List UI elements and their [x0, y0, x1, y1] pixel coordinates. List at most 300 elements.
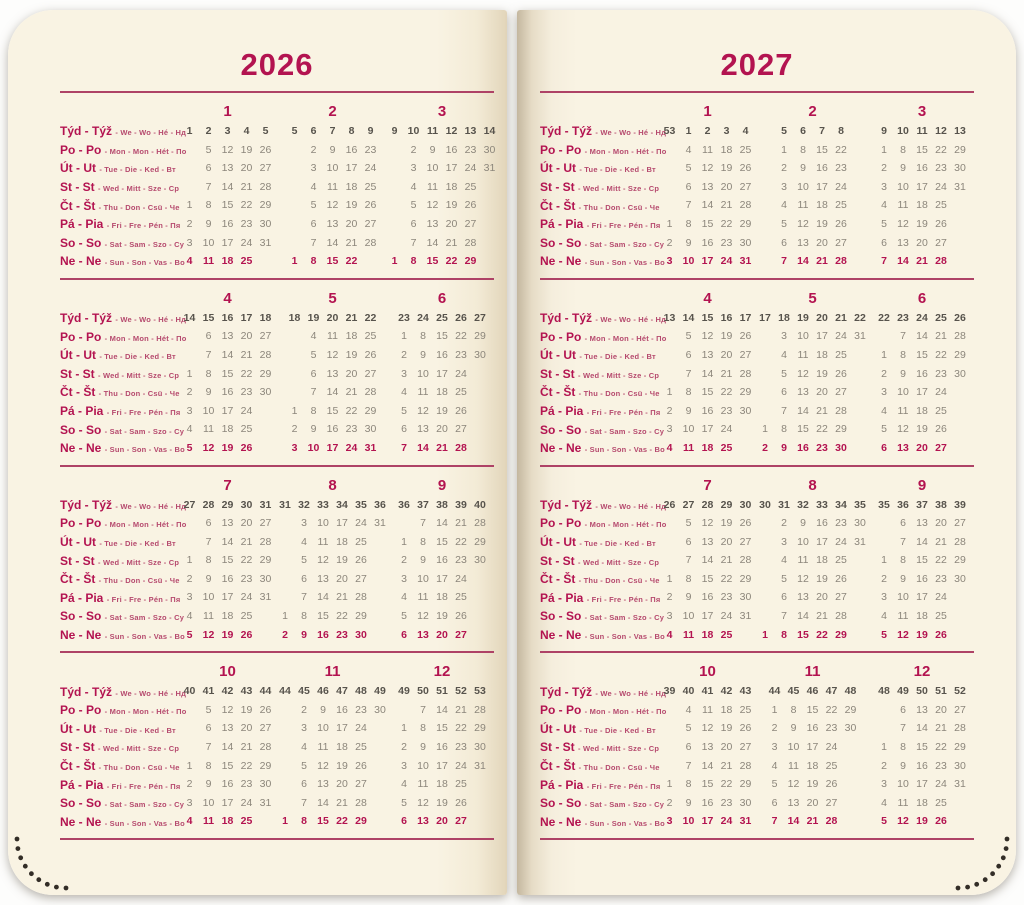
- date-cell: 6: [685, 741, 692, 754]
- month-zone: [180, 101, 275, 122]
- date-cell: 12: [787, 778, 800, 791]
- date-cell: [851, 607, 870, 626]
- date-cell: 24: [835, 535, 847, 548]
- month-zone: [390, 551, 494, 570]
- date-cell: 5: [781, 572, 787, 585]
- date-cell: 8: [205, 554, 212, 567]
- date-cell: 26: [739, 722, 752, 735]
- date-cell: 2: [186, 386, 193, 399]
- week-number: 38: [436, 498, 448, 511]
- month-grid-row: [775, 252, 851, 271]
- date-cell: [180, 514, 199, 533]
- date-cell: 24: [935, 591, 947, 604]
- month-grid-row: [660, 701, 755, 720]
- month-zone: [660, 122, 755, 141]
- date-cell-sunday: 10: [682, 815, 695, 828]
- date-cell: 11: [417, 386, 429, 399]
- quarter-block: [60, 467, 494, 654]
- date-cell: 8: [900, 348, 906, 361]
- day-label-main: Út - Ut: [540, 348, 580, 363]
- week-number: 36: [398, 498, 410, 511]
- date-cell: 27: [954, 517, 966, 530]
- month-grid-row: [875, 551, 970, 570]
- day-label-main: So - So: [60, 796, 105, 811]
- date-cell: 5: [685, 517, 692, 530]
- week-number: 24: [916, 311, 928, 324]
- date-cell-sunday: 26: [240, 628, 253, 641]
- day-row: [60, 626, 494, 645]
- date-cell: 13: [797, 591, 809, 604]
- date-cell: [951, 383, 970, 402]
- date-cell: 25: [364, 330, 377, 343]
- date-cell: [471, 794, 490, 813]
- date-cell: 15: [436, 535, 448, 548]
- date-cell: 28: [474, 517, 486, 530]
- month-grid-row: [180, 178, 275, 197]
- date-cell: 14: [326, 386, 339, 399]
- month-number: 6: [437, 289, 447, 307]
- date-cell-sunday: 22: [445, 255, 458, 268]
- month-zone: [390, 252, 494, 271]
- date-cell: 3: [881, 386, 887, 399]
- date-cell: 26: [455, 610, 467, 623]
- month-zone: [285, 365, 380, 384]
- date-cell-sunday: 14: [897, 255, 909, 268]
- date-cell-sunday: 14: [797, 255, 809, 268]
- month-zone: [870, 682, 974, 701]
- date-cell-sunday: 7: [781, 255, 787, 268]
- date-cell: 20: [720, 741, 733, 754]
- month-zone: [765, 738, 860, 757]
- week-number: 14: [183, 311, 196, 324]
- date-cell: 28: [464, 236, 477, 249]
- date-cell-sunday: 28: [935, 255, 947, 268]
- month-data-row: [660, 402, 974, 421]
- day-label-translations: - Thu - Don - Csü - Че: [98, 762, 180, 772]
- week-number: 36: [374, 498, 386, 511]
- week-number: 35: [878, 498, 890, 511]
- month-grid-row: [660, 252, 755, 271]
- date-cell: [756, 365, 775, 384]
- date-cell: [276, 794, 295, 813]
- date-cell-sunday: 25: [240, 255, 253, 268]
- date-cell: [660, 196, 679, 215]
- month-zone: [870, 701, 974, 720]
- date-cell: 18: [336, 535, 348, 548]
- week-number: 26: [455, 311, 467, 324]
- week-number: 13: [954, 125, 966, 137]
- date-cell: 8: [790, 703, 797, 716]
- month-zone: [390, 738, 494, 757]
- date-cell-sunday: 30: [355, 628, 367, 641]
- date-cell: 10: [202, 796, 215, 809]
- date-cell: [471, 588, 490, 607]
- date-cell-sunday: 15: [426, 255, 439, 268]
- date-cell: 1: [186, 367, 193, 380]
- week-number: 21: [835, 311, 847, 324]
- month-zone: [390, 701, 494, 720]
- day-row: [540, 588, 974, 607]
- date-cell: 17: [816, 535, 828, 548]
- date-cell: 25: [455, 591, 467, 604]
- date-cell: [371, 757, 390, 776]
- date-cell: 20: [436, 423, 448, 436]
- month-zone: [660, 757, 755, 776]
- date-cell: 1: [666, 572, 673, 585]
- date-cell: 27: [825, 796, 838, 809]
- page-right-content: [540, 10, 974, 840]
- month-zone: [765, 178, 860, 197]
- day-label-translations: - Thu - Don - Csü - Че: [578, 762, 660, 772]
- date-cell: 9: [420, 554, 426, 567]
- date-cell: 18: [436, 386, 448, 399]
- date-cell: [471, 383, 490, 402]
- date-cell-sunday: 5: [186, 628, 193, 641]
- month-grid-row: [875, 420, 970, 439]
- date-cell: 6: [205, 722, 212, 735]
- month-zone: [660, 159, 755, 178]
- date-cell: [276, 719, 295, 738]
- date-cell: 28: [739, 554, 752, 567]
- month-grid-row: [875, 607, 970, 626]
- quarters-left: [60, 93, 494, 840]
- month-zone: [660, 475, 755, 496]
- date-cell-sunday: 6: [401, 628, 407, 641]
- date-cell: 22: [240, 759, 253, 772]
- date-cell: 6: [771, 796, 778, 809]
- date-cell: 21: [816, 610, 828, 623]
- date-cell: 9: [800, 517, 806, 530]
- date-cell: 7: [781, 610, 787, 623]
- day-row-label: [60, 553, 180, 569]
- date-cell-sunday: 1: [762, 628, 768, 641]
- date-cell: 14: [426, 236, 439, 249]
- week-number: 37: [417, 498, 429, 511]
- date-cell: 27: [835, 386, 847, 399]
- month-number: 3: [437, 103, 447, 120]
- month-zone: [765, 159, 860, 178]
- date-cell: 3: [771, 741, 778, 754]
- month-zone: [285, 738, 380, 757]
- month-zone: [390, 570, 494, 589]
- date-cell: 27: [835, 591, 847, 604]
- month-grid-row: [285, 141, 380, 160]
- month-zone: [660, 309, 755, 328]
- date-cell: 26: [259, 143, 272, 156]
- date-cell: [285, 196, 304, 215]
- date-cell: 7: [900, 722, 906, 735]
- month-grid-row: [276, 514, 390, 533]
- week-number: 32: [797, 498, 809, 511]
- day-label-translations: - Sat - Sam - Szo - Су: [584, 239, 665, 249]
- date-cell: 18: [436, 591, 448, 604]
- date-cell: [285, 327, 304, 346]
- date-cell-sunday: 2: [282, 628, 288, 641]
- month-data-row: [180, 402, 494, 421]
- month-zone: [660, 533, 755, 552]
- date-cell-sunday: [951, 252, 970, 271]
- date-cell: 29: [954, 143, 966, 156]
- month-grid-row: [875, 701, 970, 720]
- month-zone: [390, 327, 494, 346]
- week-row-label: [60, 123, 187, 139]
- month-grid-row: [395, 402, 490, 421]
- day-row: [540, 327, 974, 346]
- date-cell: [285, 234, 304, 253]
- month-grid-row: [180, 215, 275, 234]
- month-zone: [390, 682, 494, 701]
- month-zone: [285, 101, 380, 122]
- day-row: [60, 514, 494, 533]
- date-cell: 14: [317, 591, 329, 604]
- day-row: [60, 252, 494, 271]
- month-grid-row: [180, 252, 275, 271]
- date-cell: [660, 533, 679, 552]
- day-label-main: Čt - Št: [60, 385, 99, 400]
- month-grid-row: [756, 309, 870, 328]
- date-cell: 3: [666, 423, 673, 436]
- date-cell: 2: [666, 591, 673, 604]
- date-cell: 4: [881, 796, 887, 809]
- date-cell-sunday: 15: [317, 815, 329, 828]
- date-cell: 20: [336, 778, 348, 791]
- week-number: 45: [298, 685, 310, 698]
- date-cell-sunday: 29: [835, 628, 847, 641]
- date-cell: 12: [797, 572, 809, 585]
- date-cell: 31: [954, 180, 966, 193]
- date-cell: 15: [221, 554, 234, 567]
- date-cell: 18: [916, 610, 928, 623]
- day-label-translations: - Thu - Don - Csü - Че: [578, 389, 660, 399]
- month-grid-row: [285, 420, 380, 439]
- week-number: 40: [682, 685, 695, 698]
- month-zone: [765, 551, 860, 570]
- month-data-row: [180, 346, 494, 365]
- month-grid-row: [756, 588, 870, 607]
- month-grid-row: [775, 122, 851, 141]
- date-cell: [471, 775, 490, 794]
- week-number: 25: [436, 311, 448, 324]
- week-number: 10: [407, 125, 420, 137]
- month-data-row: [660, 757, 974, 776]
- date-cell-sunday: [256, 812, 275, 831]
- date-cell-sunday: [471, 812, 490, 831]
- month-grid-row: [660, 719, 755, 738]
- date-cell: 5: [205, 703, 212, 716]
- month-grid-row: [875, 122, 970, 141]
- date-cell-sunday: 7: [401, 441, 407, 454]
- date-cell-sunday: 9: [781, 441, 787, 454]
- date-cell: 16: [221, 386, 234, 399]
- date-cell: 2: [781, 517, 787, 530]
- date-cell: 23: [355, 703, 367, 716]
- date-cell: 1: [401, 722, 407, 735]
- date-cell-sunday: 22: [816, 628, 828, 641]
- date-cell: [951, 607, 970, 626]
- date-cell: 13: [317, 778, 329, 791]
- day-label-translations: - Mon - Mon - Hét - По: [584, 520, 667, 530]
- date-cell: 4: [186, 610, 193, 623]
- month-data-row: [180, 383, 494, 402]
- date-cell: 18: [916, 199, 928, 212]
- date-cell: 4: [771, 759, 778, 772]
- day-row-label: [540, 216, 660, 232]
- date-cell: [385, 215, 404, 234]
- year-header-left: [60, 10, 494, 91]
- month-zone: [870, 252, 974, 271]
- date-cell: 5: [310, 348, 317, 361]
- date-cell: 29: [954, 554, 966, 567]
- week-number: 27: [682, 498, 695, 511]
- date-cell: 15: [701, 572, 714, 585]
- month-zone: [285, 402, 380, 421]
- day-row: [540, 701, 974, 720]
- date-cell: [276, 533, 295, 552]
- day-row: [540, 439, 974, 458]
- date-cell: 30: [474, 348, 486, 361]
- day-row: [60, 365, 494, 384]
- month-grid-row: [285, 122, 380, 141]
- month-data-row: [660, 365, 974, 384]
- month-zone: [762, 420, 860, 439]
- date-cell: 30: [739, 591, 752, 604]
- week-number: 31: [279, 498, 291, 511]
- day-label-main: Týd - Týž: [60, 311, 116, 326]
- date-cell: 1: [282, 610, 288, 623]
- month-zone: [870, 288, 974, 309]
- month-zone: [390, 588, 494, 607]
- week-number: 35: [854, 498, 866, 511]
- month-grid-row: [660, 551, 755, 570]
- day-row-label: [540, 758, 660, 774]
- day-label-main: Ne - Ne: [60, 814, 105, 829]
- date-cell: 12: [797, 217, 809, 230]
- date-cell: 18: [345, 330, 358, 343]
- date-cell: 19: [720, 722, 733, 735]
- date-cell: 4: [781, 554, 787, 567]
- date-cell: [371, 607, 390, 626]
- date-cell: 17: [916, 386, 928, 399]
- date-cell: [371, 775, 390, 794]
- date-cell: 11: [203, 610, 214, 623]
- month-grid-row: [180, 812, 275, 831]
- date-cell: 22: [935, 741, 947, 754]
- day-label-main: So - So: [60, 235, 105, 250]
- date-cell: [285, 383, 304, 402]
- date-cell-sunday: 26: [935, 815, 947, 828]
- week-number: 35: [355, 498, 367, 511]
- month-grid-row: [875, 365, 970, 384]
- date-cell: 14: [436, 517, 448, 530]
- date-cell: 5: [410, 199, 417, 212]
- day-row-label: [60, 440, 185, 456]
- month-data-row: [180, 178, 494, 197]
- month-grid-row: [765, 682, 860, 701]
- date-cell-sunday: 4: [186, 255, 193, 268]
- date-cell: [756, 551, 775, 570]
- date-cell: [285, 365, 304, 384]
- date-cell: 31: [954, 778, 966, 791]
- month-grid-row: [285, 234, 380, 253]
- date-cell: [180, 738, 199, 757]
- date-cell-sunday: 11: [202, 255, 215, 268]
- date-cell: 16: [221, 778, 234, 791]
- month-zone: [180, 383, 275, 402]
- week-number: 2: [704, 125, 711, 137]
- date-cell: 13: [916, 703, 928, 716]
- month-number: 9: [917, 476, 927, 494]
- month-zone: [765, 141, 860, 160]
- date-cell: [276, 551, 295, 570]
- date-cell: 15: [916, 348, 928, 361]
- day-row-label: [60, 758, 180, 774]
- date-cell-sunday: 3: [666, 815, 673, 828]
- date-cell: 9: [205, 572, 212, 585]
- day-label-translations: - Tue - Die - Ked - Вт: [99, 538, 176, 548]
- date-cell-sunday: 26: [935, 628, 947, 641]
- date-cell: 14: [221, 180, 234, 193]
- day-label-translations: - Tue - Die - Ked - Вт: [99, 352, 176, 362]
- month-grid-row: [875, 514, 970, 533]
- date-cell: 4: [401, 591, 407, 604]
- day-label-main: Pá - Pia: [60, 590, 107, 605]
- date-cell-sunday: 18: [701, 628, 714, 641]
- month-grid-row: [285, 365, 380, 384]
- date-cell: 2: [186, 217, 193, 230]
- date-cell: 25: [355, 741, 367, 754]
- month-grid-row: [660, 420, 755, 439]
- date-cell: 1: [666, 778, 673, 791]
- month-number: 7: [223, 476, 232, 494]
- week-number: 20: [816, 311, 828, 324]
- date-cell: 9: [685, 404, 692, 417]
- date-cell: [276, 738, 295, 757]
- day-row-label: [540, 534, 660, 550]
- date-cell: 24: [825, 741, 838, 754]
- day-label-translations: - Tue - Die - Ked - Вт: [579, 165, 656, 175]
- date-cell: 14: [326, 236, 339, 249]
- month-data-row: [180, 122, 494, 141]
- date-cell: 4: [881, 199, 887, 212]
- date-cell-sunday: 25: [720, 441, 733, 454]
- date-cell: 19: [240, 143, 253, 156]
- day-label-translations: - Mon - Mon - Hét - По: [104, 707, 187, 717]
- day-label-translations: - Fri - Fre - Pén - Пя: [586, 221, 661, 231]
- day-label-translations: - Wed - Mitt - Sze - Ср: [98, 744, 180, 754]
- month-grid-row: [395, 514, 490, 533]
- week-number: 44: [768, 685, 781, 698]
- date-cell-sunday: 15: [797, 628, 809, 641]
- day-label-main: Týd - Týž: [540, 311, 596, 326]
- month-zone: [285, 178, 380, 197]
- date-cell: 7: [420, 517, 426, 530]
- date-cell: 29: [739, 386, 752, 399]
- date-cell: 4: [685, 143, 692, 156]
- date-cell: [660, 551, 679, 570]
- date-cell: 26: [935, 423, 947, 436]
- day-row-label: [60, 235, 185, 251]
- month-zone: [660, 196, 755, 215]
- month-zone: [660, 738, 755, 757]
- month-grid-row: [875, 252, 970, 271]
- date-cell: [851, 588, 870, 607]
- day-row: [540, 533, 974, 552]
- quarter-block: [540, 280, 974, 467]
- date-cell: 9: [900, 572, 906, 585]
- month-grid-row: [285, 383, 380, 402]
- date-cell: 21: [720, 367, 733, 380]
- month-zone: [390, 159, 494, 178]
